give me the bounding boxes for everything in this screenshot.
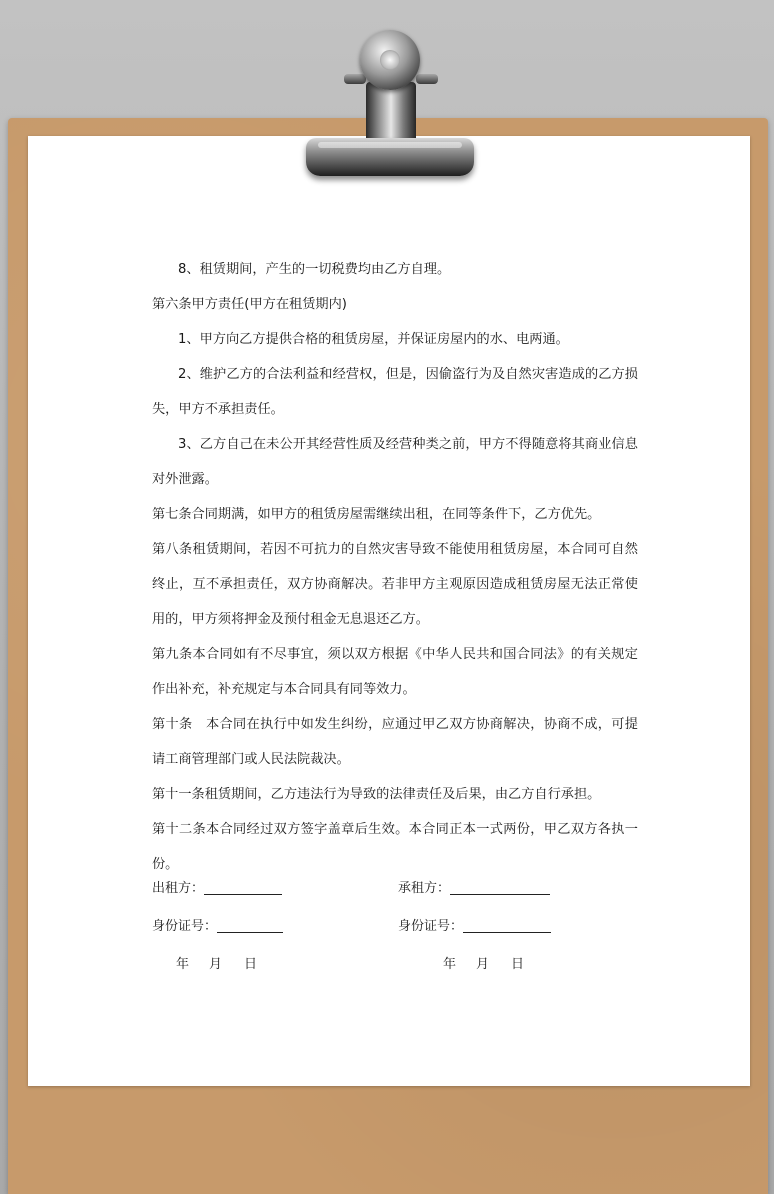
- paragraph-article-8: 第八条租赁期间，若因不可抗力的自然灾害导致不能使用租赁房屋，本合同可自然终止，互不承担责任，双方协商解决。若非甲方主观原因造成租赁房屋无法正常使用的，甲方须将押金及预付租金无息退还乙方。: [152, 542, 638, 627]
- paragraph-article-6: 第六条甲方责任(甲方在租赁期内): [152, 297, 347, 312]
- signature-row-parties: [152, 877, 638, 915]
- binder-clip: [296, 26, 480, 176]
- lessor-signature: [152, 877, 282, 896]
- paragraph-article-12: 第十二条本合同经过双方签字盖章后生效。本合同正本一式两份，甲乙双方各执一份。: [152, 822, 638, 872]
- lessor-year: 年: [176, 957, 190, 972]
- lessee-day: 日: [511, 957, 525, 972]
- contract-text: [152, 252, 638, 882]
- clip-arm-right: [416, 74, 438, 84]
- lessee-id-label: 身份证号：: [398, 919, 464, 934]
- lessee-date: [443, 953, 524, 972]
- paragraph-tax: 8、租赁期间，产生的一切税费均由乙方自理。: [178, 262, 451, 277]
- lessee-signature: [398, 877, 550, 896]
- signature-row-id: [152, 915, 638, 953]
- lessee-blank: [450, 880, 550, 895]
- clip-base: [306, 138, 474, 176]
- lessor-id: [152, 915, 283, 934]
- signature-row-date: [152, 953, 638, 991]
- paragraph-6-3: 3、乙方自己在未公开其经营性质及经营种类之前，甲方不得随意将其商业信息对外泄露。: [152, 437, 638, 487]
- lessor-month: 月: [209, 957, 223, 972]
- lessee-year: 年: [443, 957, 457, 972]
- paragraph-6-1: 1、甲方向乙方提供合格的租赁房屋，并保证房屋内的水、电两通。: [178, 332, 569, 347]
- lessor-id-blank: [217, 918, 283, 933]
- lessor-date: [176, 953, 257, 972]
- lessee-label: 承租方：: [398, 881, 451, 896]
- paragraph-article-7: 第七条合同期满，如甲方的租赁房屋需继续出租，在同等条件下，乙方优先。: [152, 507, 601, 522]
- lessee-id-blank: [463, 918, 551, 933]
- lessee-id: [398, 915, 551, 934]
- paragraph-article-10: 第十条 本合同在执行中如发生纠纷，应通过甲乙双方协商解决，协商不成，可提请工商管理部门或人民法院裁决。: [152, 717, 638, 767]
- clip-ring: [360, 30, 420, 90]
- lessor-blank: [204, 880, 282, 895]
- paragraph-article-11: 第十一条租赁期间，乙方违法行为导致的法律责任及后果，由乙方自行承担。: [152, 787, 601, 802]
- paragraph-6-2: 2、维护乙方的合法利益和经营权，但是，因偷盗行为及自然灾害造成的乙方损失，甲方不承担责任。: [152, 367, 638, 417]
- signature-block: [152, 877, 638, 991]
- lessor-day: 日: [244, 957, 258, 972]
- paragraph-article-9: 第九条本合同如有不尽事宜，须以双方根据《中华人民共和国合同法》的有关规定作出补充，补充规定与本合同具有同等效力。: [152, 647, 638, 697]
- lessee-month: 月: [476, 957, 490, 972]
- lessor-id-label: 身份证号：: [152, 919, 218, 934]
- lessor-label: 出租方：: [152, 881, 205, 896]
- clip-arm-left: [344, 74, 366, 84]
